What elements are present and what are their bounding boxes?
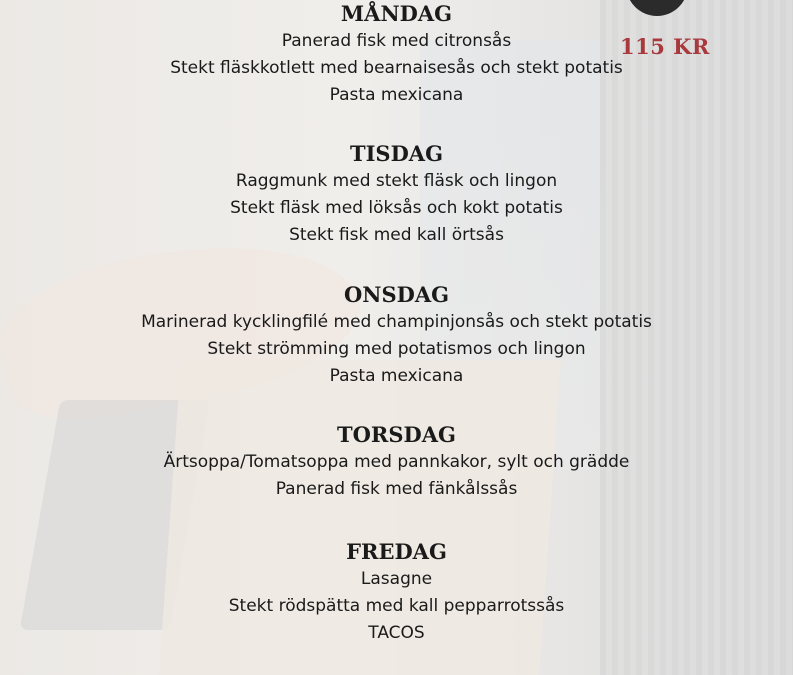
day-section-tuesday: [0, 140, 793, 249]
day-section-monday: [0, 0, 793, 109]
dish-item: Stekt rödspätta med kall pepparrotssås: [228, 596, 565, 616]
dish-item: Raggmunk med stekt fläsk och lingon: [235, 171, 558, 191]
day-section-thursday: [0, 421, 793, 503]
day-section-friday: [0, 538, 793, 647]
dish-item: Stekt fläsk med löksås och kokt potatis: [230, 198, 563, 218]
day-title: MÅNDAG: [340, 1, 453, 26]
price-label: 115 KR: [620, 34, 710, 59]
day-title: ONSDAG: [343, 282, 450, 307]
day-title: TORSDAG: [337, 422, 456, 447]
dish-item: Pasta mexicana: [329, 85, 464, 105]
dish-item: Stekt strömming med potatismos och lingon: [207, 339, 586, 359]
day-title: TISDAG: [349, 141, 444, 166]
day-section-wednesday: [0, 281, 793, 390]
dish-item: Marinerad kycklingfilé med champinjonsås och stekt potatis: [141, 312, 652, 332]
day-title: FREDAG: [346, 539, 447, 564]
dish-item: Stekt fisk med kall örtsås: [289, 225, 504, 245]
dish-item: Panerad fisk med fänkålssås: [275, 479, 518, 499]
dish-item: Pasta mexicana: [329, 366, 464, 386]
dish-item: TACOS: [368, 623, 425, 643]
dish-item: Panerad fisk med citronsås: [281, 31, 512, 51]
dish-item: Stekt fläskkotlett med bearnaisesås och stekt potatis: [170, 58, 623, 78]
dish-item: Lasagne: [360, 569, 433, 589]
dish-item: Ärtsoppa/Tomatsoppa med pannkakor, sylt och grädde: [163, 452, 630, 472]
